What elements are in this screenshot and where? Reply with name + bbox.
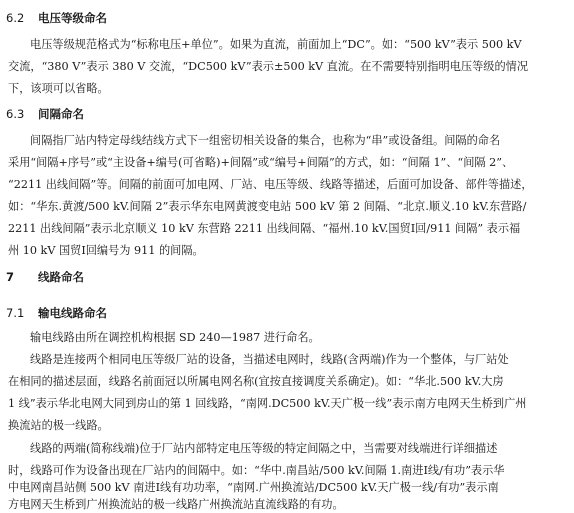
paragraph-line: 2211 出线间隔”表示北京顺义 10 kV 东营路 2211 出线间隔、“福州.10 kV.国贸Ⅰ回/911 间隔” 表示福 xyxy=(8,222,521,235)
paragraph-line: 方电网天生桥到广州换流站的极一线路广州换流站直流线路的有功。 xyxy=(8,498,344,511)
section-heading-6-2 xyxy=(6,10,107,26)
section-number: 7 xyxy=(6,270,15,284)
section-heading-6-3 xyxy=(6,106,84,122)
paragraph-line: 电压等级规范格式为“标称电压+单位”。如果为直流，前面加上“DC”。如：“500 kV”表示 500 kV xyxy=(30,38,522,51)
paragraph-line: “2211 出线间隔”等。间隔的前面可加电网、厂站、电压等级、线路等描述，后面可加设备、部件等描述， xyxy=(8,178,533,191)
paragraph-line: 换流站的极一线路。 xyxy=(8,419,109,432)
section-title: 间隔命名 xyxy=(38,107,84,121)
section-number: 6.2 xyxy=(6,11,25,25)
section-title: 线路命名 xyxy=(38,270,84,284)
paragraph-line: 时，线路可作为设备出现在厂站内的间隔中。如：“华中.南昌站/500 kV.间隔 1.南进Ⅰ线/有功”表示华 xyxy=(8,464,505,477)
paragraph-line: 在相同的描述层面，线路名前面冠以所属电网名称(宜按直接调度关系确定)。如：“华北.500 kV.大房 xyxy=(8,375,504,388)
paragraph-line: 输电线路由所在调控机构根据 SD 240—1987 进行命名。 xyxy=(30,331,320,344)
paragraph-line: 中电网南昌站侧 500 kV 南进Ⅰ线有功功率，“南网.广州换流站/DC500 kV.天广极一线/有功”表示南 xyxy=(8,481,499,494)
section-heading-7 xyxy=(6,269,84,285)
section-title: 电压等级命名 xyxy=(38,11,107,25)
paragraph-line: 交流，“380 V”表示 380 V 交流，“DC500 kV”表示±500 kV 直流。在不需要特别指明电压等级的情况 xyxy=(8,60,529,73)
section-heading-7-1 xyxy=(6,305,107,321)
paragraph-line: 1 线”表示华北电网大同到房山的第 1 回线路，“南网.DC500 kV.天广极一线”表示南方电网天生桥到广州 xyxy=(8,397,527,410)
section-number: 7.1 xyxy=(6,306,25,320)
paragraph-line: 采用“间隔+序号”或“主设备+编号(可省略)+间隔”或“编号+间隔”的方式，如：“间隔 1”、“间隔 2”、 xyxy=(8,156,514,169)
paragraph-line: 州 10 kV 国贸Ⅰ回编号为 911 的间隔。 xyxy=(8,244,204,257)
paragraph-line: 线路的两端(简称线端)位于厂站内部特定电压等级的特定间隔之中，当需要对线端进行详细描述 xyxy=(30,442,498,455)
section-title: 输电线路命名 xyxy=(38,306,107,320)
paragraph-line: 如：“华东.黄渡/500 kV.间隔 2”表示华东电网黄渡变电站 500 kV 第 2 间隔、“北京.顺义.10 kV.东营路/ xyxy=(8,200,527,213)
paragraph-line: 间隔指厂站内特定母线结线方式下一组密切相关设备的集合，也称为“串”或设备组。间隔的命名 xyxy=(30,134,501,147)
paragraph-line: 下，该项可以省略。 xyxy=(8,82,109,95)
section-number: 6.3 xyxy=(6,107,25,121)
paragraph-line: 线路是连接两个相同电压等级厂站的设备，当描述电网时，线路(含两端)作为一个整体，与厂站处 xyxy=(30,353,509,366)
